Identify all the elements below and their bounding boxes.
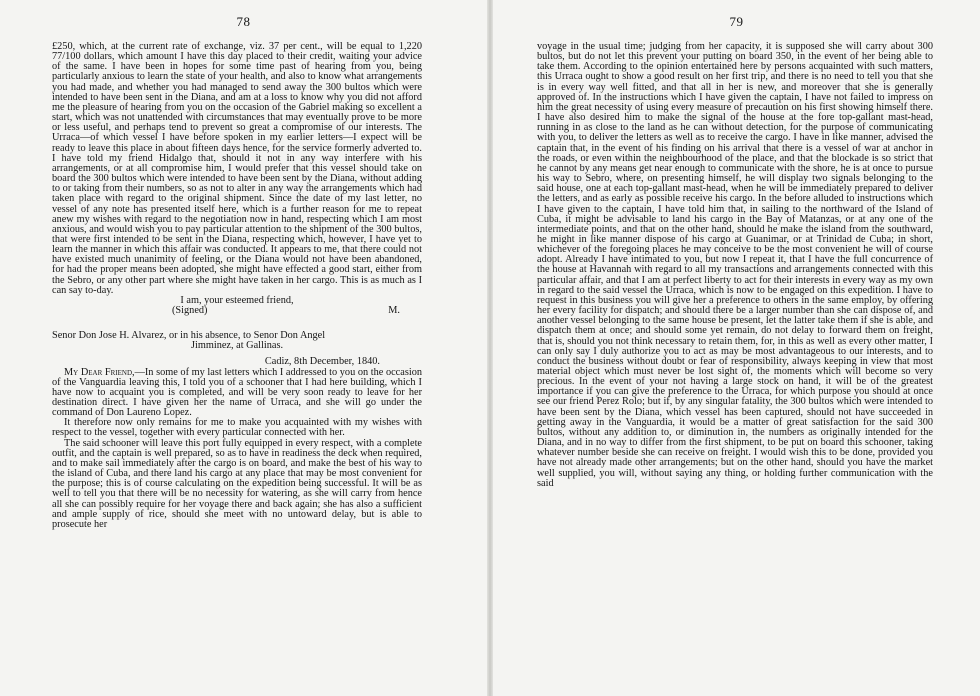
letter-dateline: Cadiz, 8th December, 1840. bbox=[264, 356, 380, 368]
page-number-right: 79 bbox=[729, 14, 744, 29]
letter-paragraph: The said schooner will leave this port fully equipped in every respect, with a complete outfit, and the captain is well prepared, so as to have in readiness the deck when required, and to make sail immediately after the cargo is on board, and make the best of his way to the island of Cuba, and there land his cargo at any place that may be most convenient for the purpose; this is of course calculating on the expedition being successful. It will be as well to tell you that there will be no necessity for watering, as she will carry from hence all she can possibly require for her voyage there and back again; she has also a sufficient and ample supply of rice, should she meet with no untoward delay, but is able to prosecute her bbox=[52, 437, 422, 530]
letter-body-paragraph: £250, which, at the current rate of exchange, viz. 37 per cent., will be equal to 1,220 77/100 dollars, which amount I have this day placed to their credit, waiting your advice of the same. I have been in hopes for some time past of hearing from you, being particularly anxious to learn the state of your health, and also to know what arrangements you had made, and whether you had managed to send away the 300 bultos which were intended to have been sent in the Diana, and am at a loss to know why you did not afford me the pleasure of hearing from you on the occasion of the Gabriel making so excellent a start, which was not unattended with circumstances that may eventually prove to be more or less useful, and perhaps tend to prevent so great a compromise of our interests. The Urraca—of which vessel I have before spoken in my earlier letters—I expect will be ready to leave this place in about fifteen days hence, for the service formerly adverted to. I have told my friend Hidalgo that, should it not in any way interfere with his arrangements, or at all compromise him, I would prefer that this vessel should take on board the 300 bultos which were intended to have been sent by the Diana, without adding to or taking from their numbers, so as not to alter in any way the arrangements which had taken place with regard to the original shipment. Since the date of my last letter, no vessel of any note has presented itself here, which is a further reason for me to repeat anew my wishes with regard to the negotiation now in hand, respecting which I am most anxious, and would wish you to pay particular attention to the shipment of the 300 bultos, that were first intended to be sent in the Diana, respecting which, however, I have yet to learn the manner in which this affair was conducted. It appears to me, that there could not have existed much unanimity of feeling, or the Diana would not have been abandoned, for had the proper means been adopted, she might have effected a good start, either from the Sebro, or any other part where she might have taken in her cargo. This is as much as I can say to-day. bbox=[52, 41, 422, 296]
signature-initial: M. bbox=[388, 305, 400, 317]
address-continuation: Jimminez, at Gallinas. bbox=[190, 340, 284, 352]
letter-opening-paragraph bbox=[52, 368, 422, 419]
address-line: Senor Don Jose H. Alvarez, or in his absence, to Senor Don Angel bbox=[52, 330, 326, 342]
letter-paragraph: It therefore now only remains for me to make you acquainted with my wishes with respect to the vessel, together with every particular connected with her. bbox=[52, 417, 422, 439]
letter-closing: I am, your esteemed friend, bbox=[180, 294, 294, 306]
opening-text: —In some of my last letters which I addressed to you on the occasion of the Vanguardia leaving this, I told you of a schooner that I had here building, which I have now to acquaint you is completed, and will be very soon ready to leave for her destination direct. I have given her the name of Urraca, and she will go under the command of Don Laureno Lopez. bbox=[52, 366, 422, 419]
page-number-left: 78 bbox=[236, 14, 251, 29]
letter-address bbox=[52, 331, 422, 351]
salutation: My Dear Friend, bbox=[64, 366, 135, 378]
signed-label: (Signed) bbox=[172, 305, 208, 317]
right-page-column bbox=[537, 42, 933, 489]
signature-line bbox=[52, 306, 422, 317]
left-page-column bbox=[52, 42, 422, 530]
left-page bbox=[0, 0, 487, 696]
letter-continuation-paragraph: voyage in the usual time; judging from her capacity, it is supposed she will carry about 300 bultos, but do not let this prevent your putting on board 350, in the event of her being able to take them. According to the opinion entertained here by persons acquainted with such matters, this Urraca ought to show a good result on her first trip, and there is no need to tell you that she is in every way well fitted, and that all in her is new, and moreover that she is generally approved of. In the instructions which I have given the captain, I have not failed to impress on him the great necessity of using every measure of precaution on his first showing himself there. I have also desired him to make the signal of the house at the fore top-gallant mast-head, running in as close to the land as he can without detection, for the purpose of communicating with you, to deliver the letters as well as to receive the cargo. I have in like manner, advised the captain that, in the event of his finding on his arrival that there is a vessel of war at anchor in the roads, or even within the neighbourhood of the place, and that the blockade is so strict that he cannot by any means get near enough to communicate with the shore, he is at once to pursue his way to Sebro, where, on presenting himself, he will display two signals belonging to the said house, one at each top-gallant mast-head, when he will be immediately prepared to deliver the letters, and as early as possible receive his cargo. In the before alluded to instructions which I have given to the captain, I have told him that, in sailing to the northward of the Island of Cuba, it might be advisable to land his cargo in the Bay of Matanzas, or at any one of the intermediate points, and that on the other hand, should he make the island from the southward, he might in like manner dispose of his cargo at Guanimar, or at Trinidad de Cuba; in short, whichever of the foregoing places he may conceive to be the most convenient he will of course adopt. Already I have intimated to you, but now I repeat it, that I have the full concurrence of the house at Havannah with regard to all my transactions and arrangements connected with this particular affair, and that I am at perfect liberty to act for their interests in every way as my own in regard to the said vessel the Urraca, which is now to be engaged on this expedition. I have to request in this business you will give her a preference to others in the same employ, by offering her every facility for dispatch; and should there be a larger number than she can dispose of, and another vessel belonging to the same house be present, let the latter take them if she is able, and dispatch them at once; and should some yet remain, do not delay to forward them on freight, that is, should you not think necessary to retain them, for, in this as well as every other matter, I can only say I duly authorize you to act as may be most advantageous to our interests, and to conduct the business without doubt or fear of responsibility, always keeping in view that most material object which must never be lost sight of, the moments which will become so very precious. In the event of your not having a large stock on hand, it will be of the greatest importance if you can give the preference to the Urraca, for which purpose you should at once see our friend Perez Rolo; but if, by any singular fatality, the 300 bultos which were intended to have been sent by the Diana, which vessel has been captured, should not have succeeded in getting away in the Vanguardia, it would be a matter of great satisfaction for the said 300 bultos, without any addition to, or diminution in, the numbers as originally intended for the Diana, and in no way to differ from the first shipment, to be put on board this schooner, taking whatever number beside she can receive on freight. I would wish this to be done, provided you have not already made other arrangements; but on the other hand, should you have the market well supplied, you will, without saying any thing, or holding further communication with the said bbox=[537, 41, 933, 489]
right-page bbox=[493, 0, 980, 696]
